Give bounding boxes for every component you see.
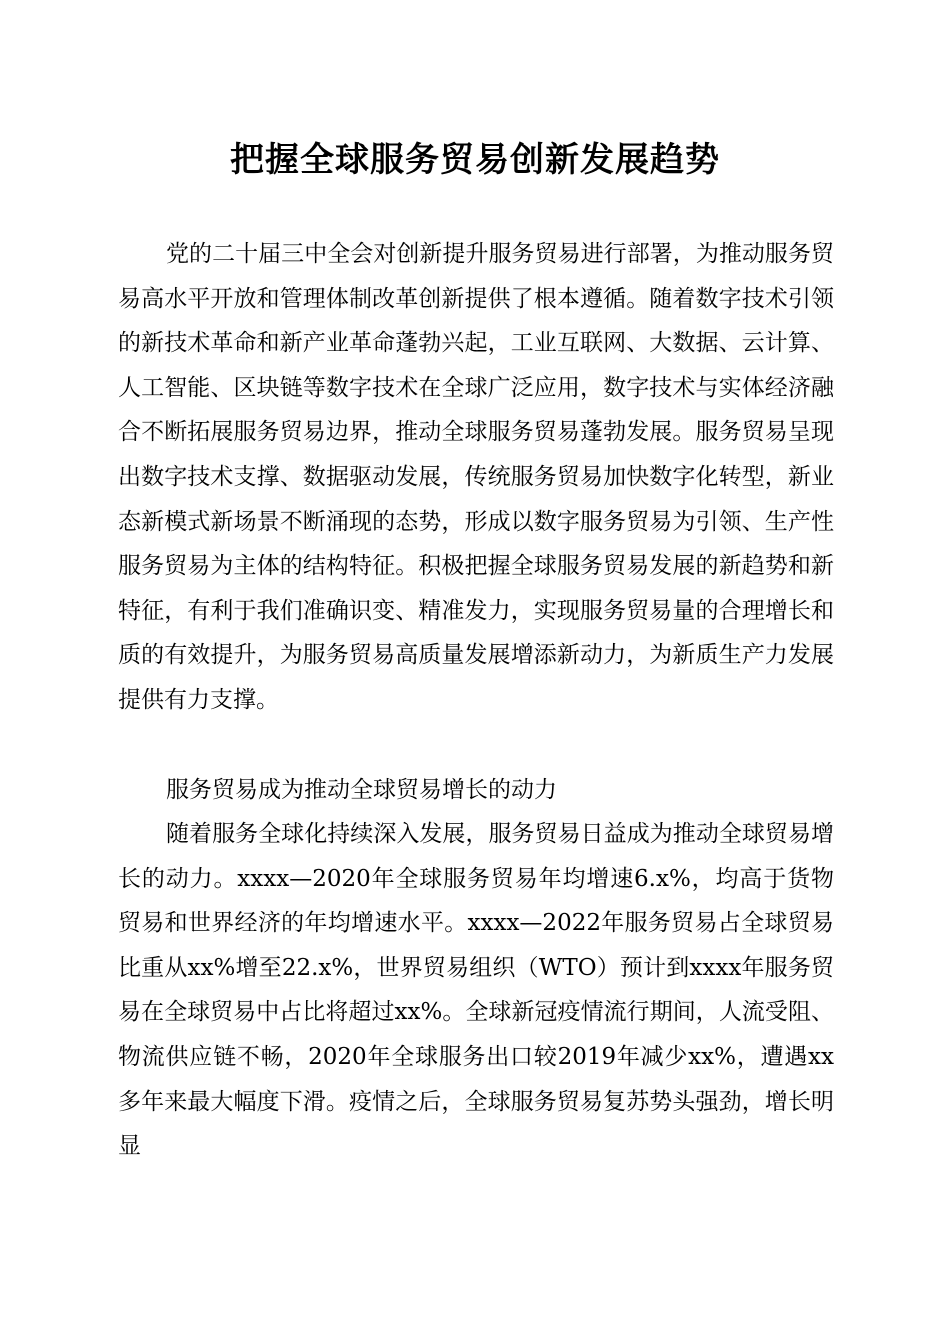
section-heading: 服务贸易成为推动全球贸易增长的动力 (166, 777, 557, 803)
document-title: 把握全球服务贸易创新发展趋势 (230, 140, 720, 180)
intro-paragraph: 党的二十届三中全会对创新提升服务贸易进行部署，为推动服务贸易高水平开放和管理体制改革创新提供了根本遵循。随着数字技术引领的新技术革命和新产业革命蓬勃兴起，工业互联网、大数据、云计算、人工智能、区块链等数字技术在全球广泛应用，数字技术与实体经济融合不断拓展服务贸易边界，推动全球服务贸易蓬勃发展。服务贸易呈现出数字技术支撑、数据驱动发展，传统服务贸易加快数字化转型，新业态新模式新场景不断涌现的态势，形成以数字服务贸易为引领、生产性服务贸易为主体的结构特征。积极把握全球服务贸易发展的新趋势和新特征，有利于我们准确识变、精准发力，实现服务贸易量的合理增长和质的有效提升，为服务贸易高质量发展增添新动力，为新质生产力发展提供有力支撑。 (118, 241, 834, 713)
section-paragraph: 随着服务全球化持续深入发展，服务贸易日益成为推动全球贸易增长的动力。xxxx—2020年全球服务贸易年均增速6.x%，均高于货物贸易和世界经济的年均增速水平。xxxx—2022年服务贸易占全球贸易比重从xx%增至22.x%，世界贸易组织（WTO）预计到xxxx年服务贸易在全球贸易中占比将超过xx%。全球新冠疫情流行期间，人流受阻、物流供应链不畅，2020年全球服务出口较2019年减少xx%，遭遇xx多年来最大幅度下滑。疫情之后，全球服务贸易复苏势头强劲，增长明显 (118, 821, 834, 1160)
